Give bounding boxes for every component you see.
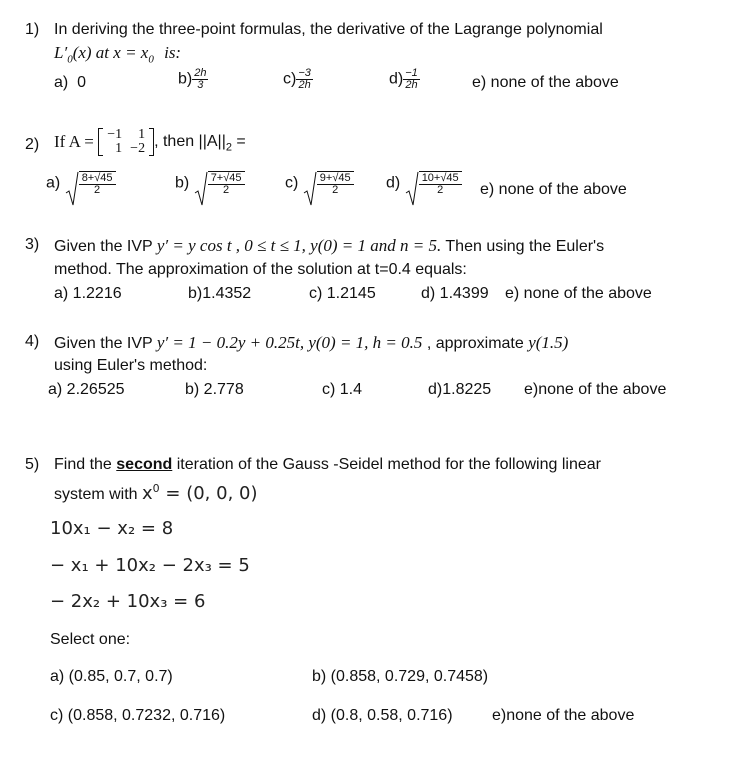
q2-option-e[interactable]: e) none of the above [480, 181, 627, 198]
q3-option-a[interactable]: a) 1.2216 [54, 285, 122, 302]
q1-option-c[interactable]: c) $\frac{-3}{2h}$ [283, 67, 311, 91]
q2-option-c[interactable]: c) $\frac{9+√45}{2}$ [285, 171, 354, 196]
q1-expression: $L'_0(x)$ at $x = x_0$ is: [54, 43, 182, 66]
radical-icon [194, 171, 208, 207]
q5-option-a[interactable]: a) (0.85, 0.7, 0.7) [50, 668, 173, 685]
q2-number: 2) [25, 136, 40, 153]
q1-option-d[interactable]: d) $\frac{-1}{2h}$ [389, 67, 418, 91]
q2-option-d[interactable]: d) $\frac{10+√45}{2}$ [386, 171, 462, 196]
q4-line1: Given the IVP y′ = 1 − 0.2y + 0.25t, y(0) = 1, h = 0.5 , approximate y(1.5) [54, 333, 569, 352]
q5-line2: system with $x^0 = (0$, 0, 0) [54, 482, 258, 504]
q5-emphasis: second [116, 456, 173, 473]
q3-line1: Given the IVP y′ = y cos t , 0 ≤ t ≤ 1, y(0) = 1 and n = 5. Then using the Euler's [54, 236, 605, 255]
q1-option-b[interactable]: b) $\frac{2h}{3}$ [178, 67, 207, 91]
q4-option-d[interactable]: d)1.8225 [428, 381, 492, 398]
q5-line1: Find the second iteration of the Gauss -Seidel method for the following linear [54, 456, 601, 473]
q4-line2: using Euler's method: [54, 357, 208, 374]
q4-option-e[interactable]: e)none of the above [524, 381, 667, 398]
q4-option-a[interactable]: a) 2.26525 [48, 381, 125, 398]
radical-icon [65, 171, 79, 207]
q1-option-e[interactable]: e) none of the above [472, 74, 619, 91]
q3-line2: method. The approximation of the solution at t=0.4 equals: [54, 261, 467, 278]
q2-matrix: −1 1 1 −2 [98, 128, 154, 156]
q2-option-a[interactable]: a) $\frac{8+√45}{2}$ [46, 171, 116, 196]
q5-equation-3: − 2x₂ + 10x₃ = 6 [50, 591, 206, 612]
q2-stem: If A = −1 1 1 −2 , then $||A||_2$ = [54, 127, 246, 156]
q5-option-e[interactable]: e)none of the above [492, 707, 635, 724]
q4-option-c[interactable]: c) 1.4 [322, 381, 363, 398]
q2-option-b[interactable]: b) $\frac{7+√45}{2}$ [175, 171, 245, 196]
q3-number: 3) [25, 236, 40, 253]
q5-option-b[interactable]: b) (0.858, 0.729, 0.7458) [312, 668, 489, 685]
q5-select-one: Select one: [50, 631, 131, 648]
q3-option-c[interactable]: c) 1.2145 [309, 285, 376, 302]
q5-option-c[interactable]: c) (0.858, 0.7232, 0.716) [50, 707, 226, 724]
q1-stem: In deriving the three-point formulas, the derivative of the Lagrange polynomial [54, 21, 603, 38]
q3-option-e[interactable]: e) none of the above [505, 285, 652, 302]
q5-equation-1: 10x₁ − x₂ = 8 [50, 518, 174, 539]
q4-number: 4) [25, 333, 40, 350]
radical-icon [405, 171, 419, 207]
q3-option-d[interactable]: d) 1.4399 [421, 285, 489, 302]
q4-option-b[interactable]: b) 2.778 [185, 381, 244, 398]
q1-number: 1) [25, 21, 40, 38]
radical-icon [303, 171, 317, 207]
q5-option-d[interactable]: d) (0.8, 0.58, 0.716) [312, 707, 453, 724]
q3-option-b[interactable]: b)1.4352 [188, 285, 252, 302]
q5-number: 5) [25, 456, 40, 473]
q5-equation-2: − x₁ + 10x₂ − 2x₃ = 5 [50, 555, 250, 576]
q1-option-a[interactable]: a) 0 [54, 74, 87, 91]
